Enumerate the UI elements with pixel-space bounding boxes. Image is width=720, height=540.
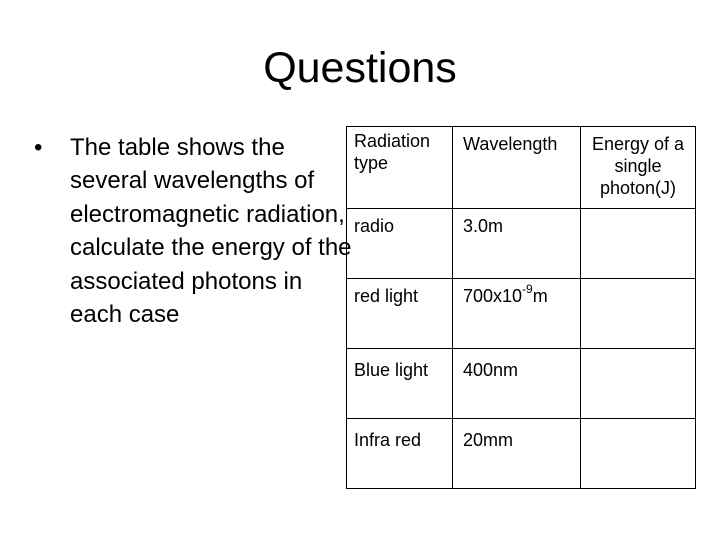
cell-radiation-type: Blue light	[354, 360, 429, 380]
wavelength-base: 700x10	[463, 286, 523, 306]
cell-radiation-type: Infra red	[354, 430, 422, 450]
question-text: The table shows the several wavelengths of electromagnetic radiation, calculate the energy of the associated photons in each case	[70, 134, 352, 329]
wavelength-unit: m	[532, 286, 548, 306]
table-row	[347, 349, 696, 419]
cell-wavelength	[453, 279, 580, 307]
bullet-marker: •	[34, 134, 43, 161]
header-cell	[453, 127, 581, 209]
header-cell	[347, 127, 453, 209]
wavelength-exponent: -9	[522, 282, 533, 296]
cell-energy	[581, 209, 695, 215]
table-header-row	[347, 127, 696, 209]
cell-wavelength: 3.0m	[463, 216, 504, 236]
table-row	[347, 279, 696, 349]
cell-energy	[581, 349, 695, 355]
cell-radiation-type: red light	[354, 286, 419, 306]
radiation-table	[346, 126, 696, 489]
table-row	[347, 209, 696, 279]
cell-energy	[581, 279, 695, 285]
header-energy: Energy of a single photon(J)	[591, 134, 685, 198]
slide-title: Questions	[263, 44, 457, 92]
table-row	[347, 419, 696, 489]
cell-wavelength: 400nm	[463, 360, 519, 380]
header-radiation-type: Radiation type	[354, 131, 431, 173]
cell-radiation-type: radio	[354, 216, 395, 236]
cell-energy	[581, 419, 695, 425]
header-cell	[581, 127, 696, 209]
cell-wavelength: 20mm	[463, 430, 514, 450]
header-wavelength: Wavelength	[463, 134, 558, 154]
